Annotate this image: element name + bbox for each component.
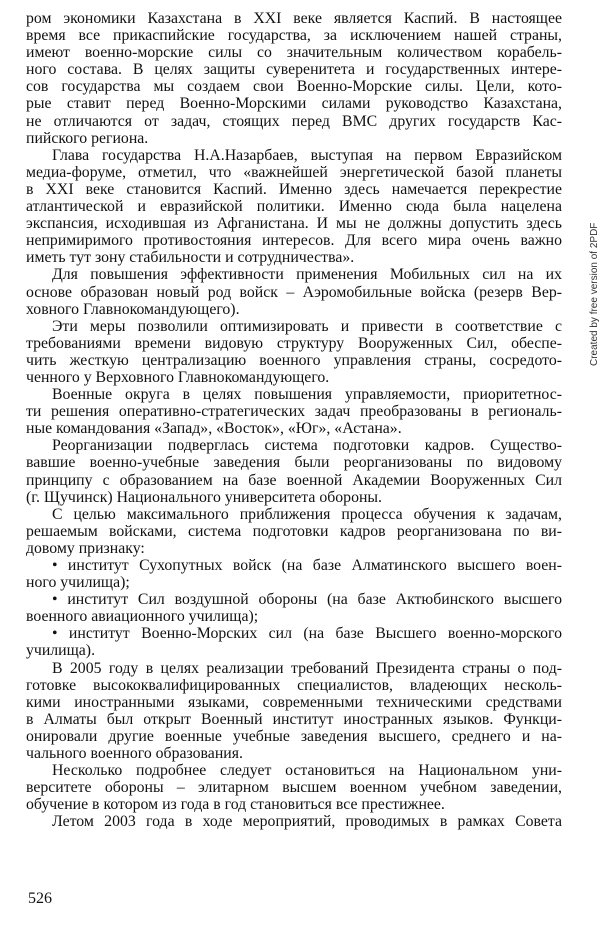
text-line: медиа-форуме, отметил, что «важнейшей энергетической базой планеты xyxy=(26,163,562,181)
text-line: • институт Военно-Морских сил (на базе Высшего военно-морского xyxy=(52,625,562,643)
text-line: довому признаку: xyxy=(26,539,145,557)
text-line: вавшие военно-учебные заведения были реорганизованы по видовому xyxy=(26,454,562,472)
watermark: Created by free version of 2PDF xyxy=(589,222,600,366)
text-line: иметь тут зону стабильности и сотрудничества». xyxy=(26,249,355,267)
text-line: чального военного образования. xyxy=(26,745,243,763)
text-line: сов государства мы создаем свои Военно-Морские силы. Цели, кото- xyxy=(26,78,562,96)
text-line: пийского региона. xyxy=(26,129,149,147)
text-line: онировали другие военные учебные заведения высшего, среднего и на- xyxy=(26,727,562,745)
text-line: • институт Сил воздушной обороны (на базе Актюбинского высшего xyxy=(52,591,562,609)
page-number: 526 xyxy=(28,890,52,907)
text-line: Летом 2003 года в ходе мероприятий, проводимых в рамках Совета xyxy=(52,813,562,831)
text-line: ченного у Верховного Главнокомандующего. xyxy=(26,368,330,386)
text-line: экспансия, исходившая из Афганистана. И мы не должны допустить здесь xyxy=(26,215,562,233)
text-line: принципу с образованием на базе военной Академии Вооруженных Сил xyxy=(26,471,562,489)
text-line: Глава государства Н.А.Назарбаев, выступая на первом Евразийском xyxy=(52,146,562,164)
text-line: в XXI веке становится Каспий. Именно здесь намечается перекрестие xyxy=(26,180,562,198)
text-line: С целью максимального приближения процесса обучения к задачам, xyxy=(52,505,562,523)
text-line: готовке высококвалифицированных специалистов, владеющих несколь- xyxy=(26,676,562,694)
text-line: Для повышения эффективности применения Мобильных сил на их xyxy=(52,266,562,284)
text-line: военного авиационного училища); xyxy=(26,608,259,626)
text-line: кими иностранными языками, современными техническими средствами xyxy=(26,693,562,711)
text-line: Несколько подробнее следует остановиться на Национальном уни- xyxy=(52,762,562,780)
text-line: Реорганизации подверглась система подготовки кадров. Существо- xyxy=(52,437,562,455)
text-line: рые ставит перед Военно-Морскими силами руководство Казахстана, xyxy=(26,95,562,113)
text-line: ром экономики Казахстана в XXI веке является Каспий. В настоящее xyxy=(26,10,562,27)
text-line: ти решения оперативно-стратегических задач преобразованы в региональ- xyxy=(26,403,562,421)
text-line: атлантической и евразийской политики. Именно сюда была нацелена xyxy=(26,198,562,216)
text-line: Военные округа в целях повышения управляемости, приоритетнос- xyxy=(52,386,562,404)
text-line: верситете обороны – элитарном высшем военном учебном заведении, xyxy=(26,779,562,797)
text-line: в Алматы был открыт Военный институт иностранных языков. Функци- xyxy=(26,710,562,728)
text-line: основе образован новый род войск – Аэромобильные войска (резерв Вер- xyxy=(26,283,562,301)
text-line: обучение в котором из года в год становиться все престижнее. xyxy=(26,796,445,814)
text-line: требованиями времени видовую структуру Вооруженных Сил, обеспе- xyxy=(26,334,562,352)
text-line: училища). xyxy=(26,642,96,660)
text-line: чить жесткую централизацию военного управления страны, сосредото- xyxy=(26,351,562,369)
body-text xyxy=(26,10,562,831)
text-line: решаемым войсками, система подготовки кадров реорганизована по ви- xyxy=(26,522,562,540)
text-line: время все прикаспийские государства, за исключением нашей страны, xyxy=(26,27,562,45)
text-line: (г. Щучинск) Национального университета обороны. xyxy=(26,488,383,506)
text-line: не отличаются от задач, стоящих перед ВМС других государств Кас- xyxy=(26,112,562,130)
text-line: Эти меры позволили оптимизировать и привести в соответствие с xyxy=(52,317,562,335)
text-line: имеют военно-морские силы со значительным количеством корабель- xyxy=(26,44,562,62)
text-line: ного состава. В целях защиты суверенитета и государственных интере- xyxy=(26,61,562,79)
text-line: ного училища); xyxy=(26,574,130,592)
text-line: непримиримого противостояния интересов. Для всего мира очень важно xyxy=(26,232,562,250)
text-line: ховного Главнокомандующего). xyxy=(26,300,240,318)
text-line: ные командования «Запад», «Восток», «Юг», «Астана». xyxy=(26,420,402,438)
text-line: • институт Сухопутных войск (на базе Алматинского высшего воен- xyxy=(52,557,562,574)
text-line: В 2005 году в целях реализации требований Президента страны о под- xyxy=(52,659,562,677)
